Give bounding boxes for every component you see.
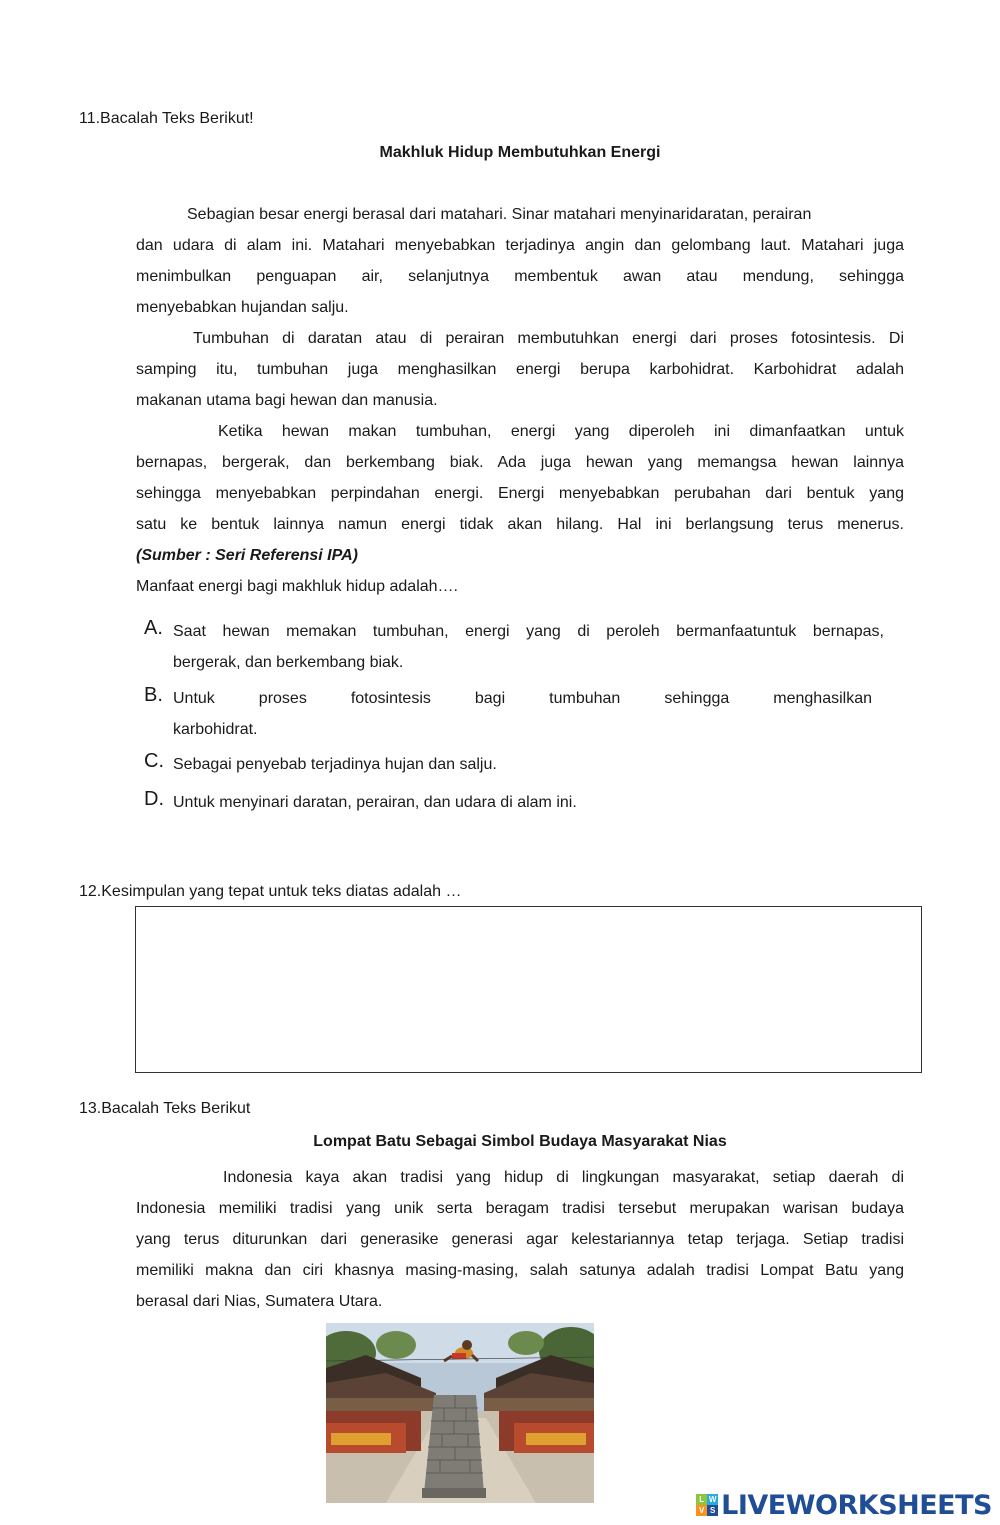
mark-letter: W bbox=[708, 1495, 717, 1504]
liveworksheets-mark-icon bbox=[696, 1494, 718, 1516]
option-d[interactable] bbox=[144, 787, 884, 818]
q11-paragraph-3 bbox=[136, 416, 904, 540]
q12-answer-box[interactable] bbox=[135, 906, 922, 1073]
option-text: bergerak, dan berkembang biak. bbox=[173, 654, 404, 671]
option-text: Sebagai penyebab terjadinya hujan dan salju. bbox=[173, 756, 497, 773]
text-line: bernapas, bergerak, dan berkembang biak. Ada juga hewan yang memangsa hewan lainnya bbox=[136, 454, 904, 471]
q11-paragraph-2 bbox=[136, 323, 904, 416]
mark-letter: S bbox=[707, 1505, 718, 1516]
option-text: karbohidrat. bbox=[173, 721, 258, 738]
q11-question: Manfaat energi bagi makhluk hidup adalah…. bbox=[136, 578, 458, 595]
liveworksheets-logo bbox=[696, 1490, 992, 1520]
stone-jumping-photo bbox=[326, 1323, 594, 1503]
q13-paragraph-1 bbox=[136, 1162, 904, 1317]
option-b[interactable] bbox=[144, 683, 872, 745]
q11-heading: 11.Bacalah Teks Berikut! bbox=[79, 110, 254, 127]
option-letter: D. bbox=[144, 788, 164, 810]
text-line: dan udara di alam ini. Matahari menyebabkan terjadinya angin dan gelombang laut. Matahari juga bbox=[136, 237, 904, 254]
q13-heading: 13.Bacalah Teks Berikut bbox=[79, 1100, 251, 1117]
text-line: Tumbuhan di daratan atau di perairan membutuhkan energi dari proses fotosintesis. Di bbox=[193, 330, 904, 347]
option-c[interactable] bbox=[144, 749, 884, 780]
text-line: berasal dari Nias, Sumatera Utara. bbox=[136, 1293, 383, 1310]
text-line: samping itu, tumbuhan juga menghasilkan energi berupa karbohidrat. Karbohidrat adalah bbox=[136, 361, 904, 378]
q13-title: Lompat Batu Sebagai Simbol Budaya Masyarakat Nias bbox=[313, 1133, 727, 1150]
option-text: Saat hewan memakan tumbuhan, energi yang di peroleh bermanfaatuntuk bernapas, bbox=[173, 623, 884, 640]
mark-letter: V bbox=[696, 1505, 707, 1516]
text-line: makanan utama bagi hewan dan manusia. bbox=[136, 392, 438, 409]
option-letter: A. bbox=[144, 617, 163, 639]
q11-source: (Sumber : Seri Referensi IPA) bbox=[136, 547, 358, 564]
q11-paragraph-1 bbox=[136, 199, 904, 323]
option-letter: B. bbox=[144, 684, 163, 706]
text-line: yang terus diturunkan dari generasike generasi agar kelestariannya tetap terjaga. Setiap tradisi bbox=[136, 1231, 904, 1248]
text-line: Ketika hewan makan tumbuhan, energi yang diperoleh ini dimanfaatkan untuk bbox=[218, 423, 904, 440]
brand-name: LIVEWORKSHEETS bbox=[721, 1489, 992, 1521]
q12-heading: 12.Kesimpulan yang tepat untuk teks diatas adalah … bbox=[79, 883, 462, 900]
q11-title: Makhluk Hidup Membutuhkan Energi bbox=[379, 144, 661, 161]
mark-letter: L bbox=[696, 1494, 707, 1505]
text-line: Indonesia kaya akan tradisi yang hidup di lingkungan masyarakat, setiap daerah di bbox=[223, 1169, 904, 1186]
text-line: Indonesia memiliki tradisi yang unik serta beragam tradisi tersebut merupakan warisan budaya bbox=[136, 1200, 904, 1217]
option-text: Untuk proses fotosintesis bagi tumbuhan sehingga menghasilkan bbox=[173, 690, 872, 707]
option-letter: C. bbox=[144, 750, 164, 772]
option-a[interactable] bbox=[144, 616, 884, 678]
text-line: memiliki makna dan ciri khasnya masing-masing, salah satunya adalah tradisi Lompat Batu yang bbox=[136, 1262, 904, 1279]
option-text: Untuk menyinari daratan, perairan, dan udara di alam ini. bbox=[173, 794, 577, 811]
text-line: menyebabkan hujandan salju. bbox=[136, 299, 349, 316]
text-line: menimbulkan penguapan air, selanjutnya membentuk awan atau mendung, sehingga bbox=[136, 268, 904, 285]
text-line: sehingga menyebabkan perpindahan energi. Energi menyebabkan perubahan dari bentuk yang bbox=[136, 485, 904, 502]
text-line: Sebagian besar energi berasal dari matahari. Sinar matahari menyinaridaratan, perairan bbox=[187, 206, 812, 223]
text-line: satu ke bentuk lainnya namun energi tidak akan hilang. Hal ini berlangsung terus menerus. bbox=[136, 516, 904, 533]
